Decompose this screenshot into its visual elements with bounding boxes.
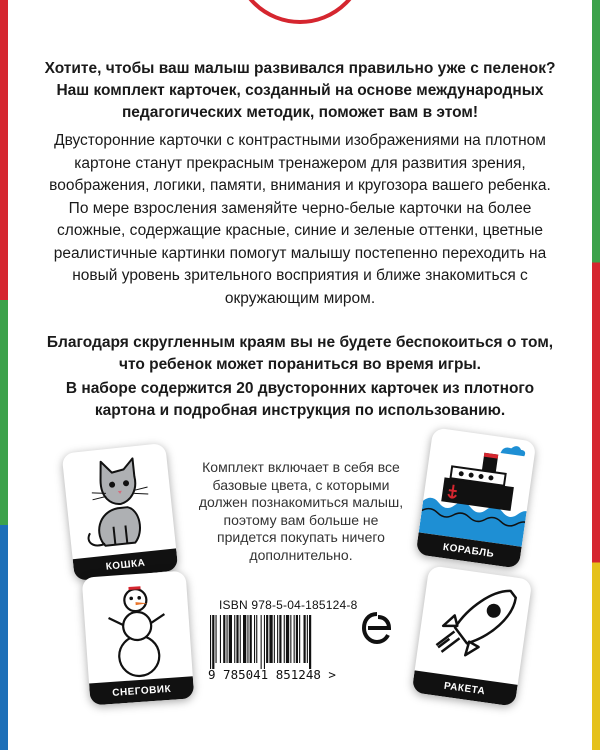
barcode-bar (212, 615, 214, 669)
card-label-rocket: РАКЕТА (412, 670, 518, 706)
top-circle-decoration (233, 0, 367, 24)
barcode-bar (236, 615, 238, 663)
card-label-ship: КОРАБЛЬ (416, 532, 522, 568)
card-ship (416, 427, 537, 568)
description-paragraph: Двусторонние карточки с контрастными изображениями на плотном картоне станут прекрасным тренажером для развития зрения, воображения, логики, памяти, внимания и кругозора вашего ребенка. По мере взросления заменяйте черно-белые карточки на более сложные, содержащие красные, синие и зеленые оттенки, цветные реалистичные картинки помогут малышу постепенно переходить на новый уровень зрительного восприятия и ближе знакомиться с окружающим миром. (49, 132, 551, 307)
barcode-bar (264, 615, 265, 669)
contents-paragraph: В наборе содержится 20 двусторонних карточек из плотного картона и подробная инструкция по использованию. (65, 380, 535, 419)
left-color-stripe (0, 0, 8, 750)
barcode-bar (299, 615, 300, 663)
barcode-bar (247, 615, 248, 663)
ship-icon (419, 427, 537, 546)
barcode-bar (240, 615, 241, 663)
isbn-label: ISBN 978-5-04-185124-8 (219, 598, 358, 612)
barcode-digits: 9 785041 851248 > (208, 667, 336, 682)
barcode-bar (269, 615, 272, 663)
barcode-bar (261, 615, 262, 669)
card-label-snowman: СНЕГОВИК (89, 676, 194, 705)
card-rocket (412, 565, 533, 706)
barcode-icon (206, 615, 366, 669)
barcode-bar (304, 615, 306, 663)
barcode-bar (243, 615, 246, 663)
barcode-bar (234, 615, 235, 663)
barcode-bar (256, 615, 257, 663)
barcode-bar (274, 615, 275, 663)
snowman-icon (82, 571, 193, 684)
barcode-bar (277, 615, 278, 663)
barcode-bar (309, 615, 311, 669)
barcode-bar (296, 615, 298, 663)
barcode-bar (229, 615, 232, 663)
rocket-icon (415, 565, 533, 684)
barcode-bar (286, 615, 289, 663)
barcode-bar (216, 615, 217, 663)
barcode-bar (250, 615, 252, 663)
barcode-bar (284, 615, 285, 663)
barcode-bar (279, 615, 281, 663)
barcode-bar (266, 615, 268, 663)
card-label-cat: КОШКА (73, 548, 179, 581)
cat-icon (62, 443, 177, 559)
right-color-stripe (592, 0, 600, 750)
barcode-bar (223, 615, 225, 663)
publisher-logo-icon (362, 611, 392, 645)
intro-paragraph: Хотите, чтобы ваш малыш развивался правильно уже с пеленок? Наш комплект карточек, созданный на основе международных педагогических методик, поможет вам в этом! (44, 60, 556, 121)
card-snowman (82, 571, 195, 706)
kit-note: Комплект включает в себя все базовые цвета, с которыми должен познакомиться малыш, поэтому вам больше не придется покупать ничего дополнительно. (198, 459, 404, 563)
barcode-bar (227, 615, 228, 663)
safety-paragraph: Благодаря скругленным краям вы не будете беспокоиться о том, что ребенок может пораниться во время игры. (46, 334, 554, 373)
barcode-bar (294, 615, 295, 663)
card-cat (62, 443, 179, 581)
barcode-bar (220, 615, 221, 663)
barcode-bar (307, 615, 308, 663)
barcode-bar (210, 615, 211, 669)
barcode-bar (254, 615, 255, 663)
barcode-bar (290, 615, 291, 663)
